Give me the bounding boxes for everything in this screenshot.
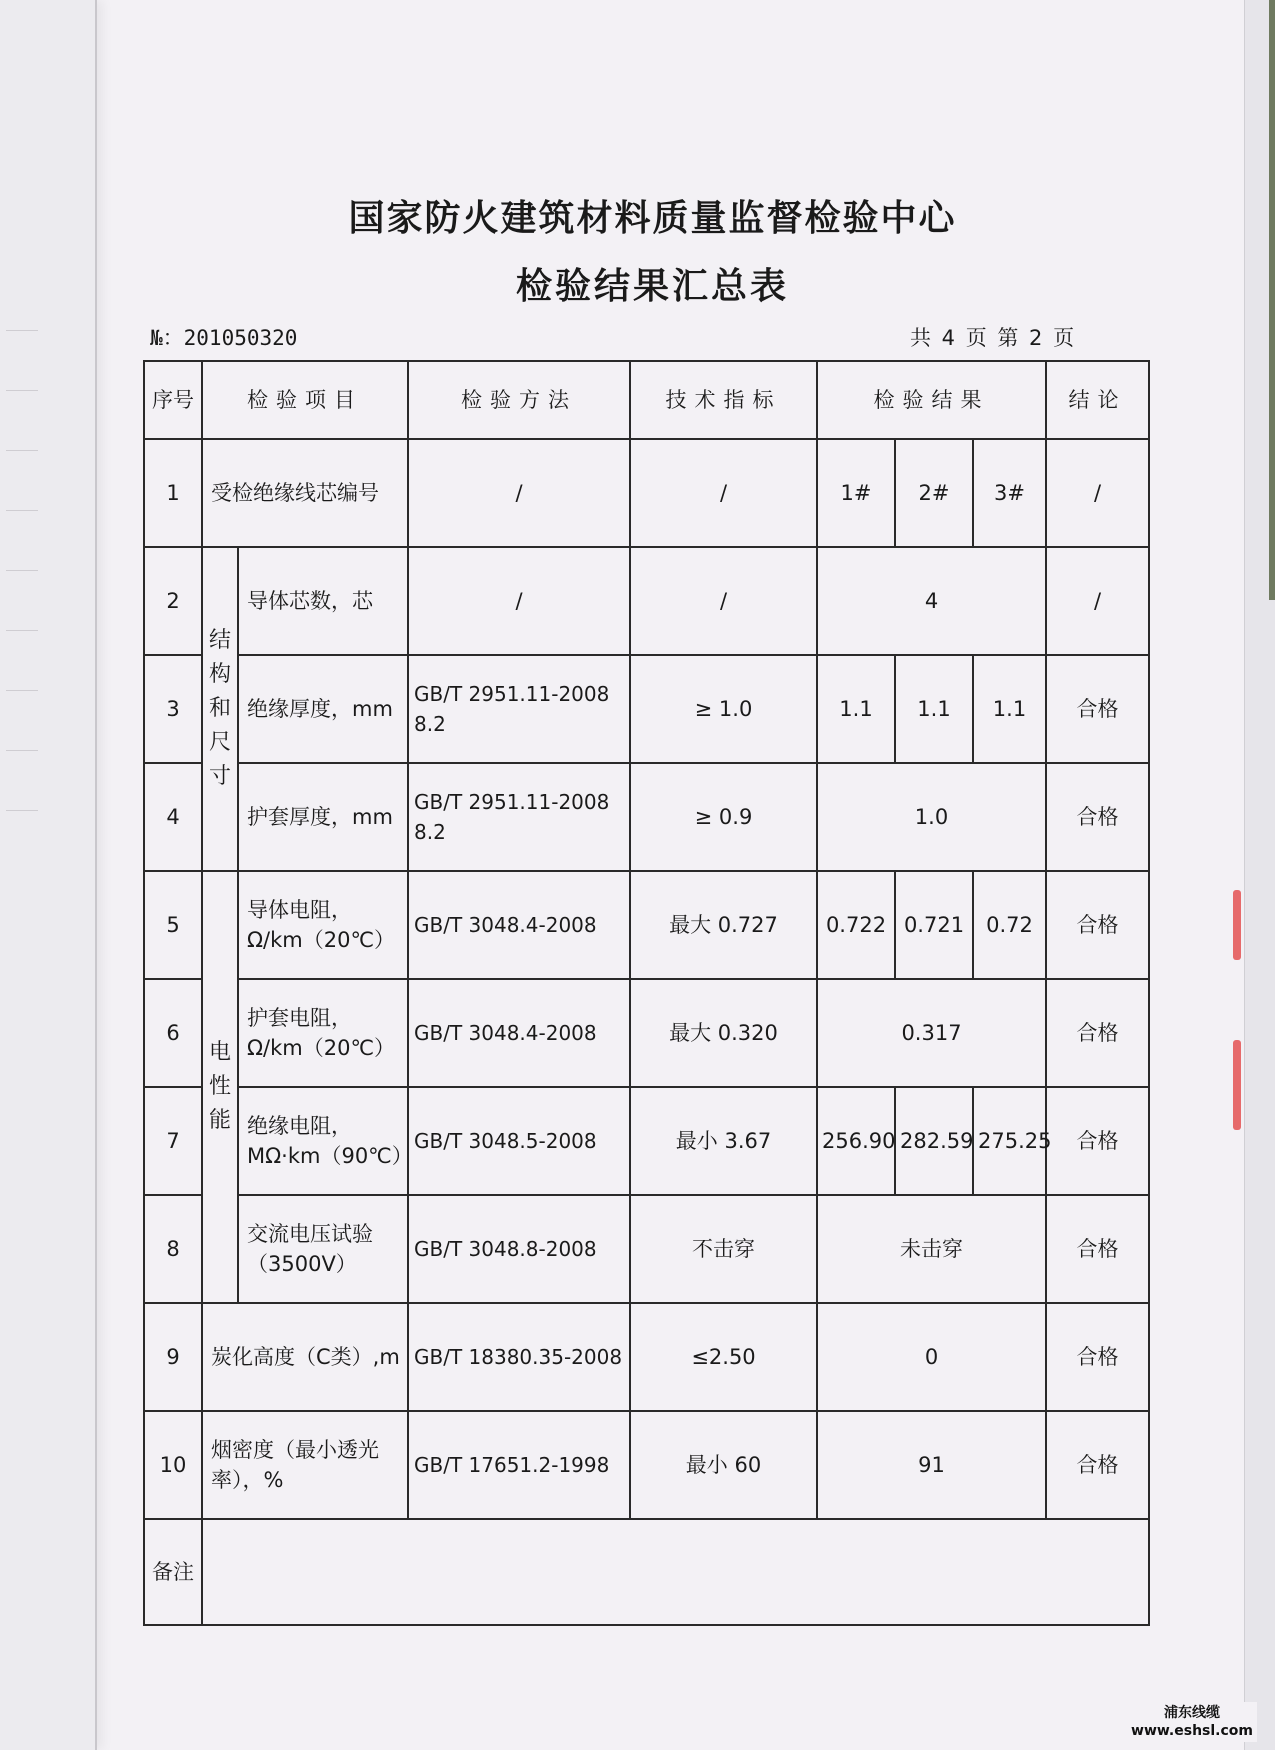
row-result: 1.1 — [973, 655, 1046, 763]
row-method: GB/T 18380.35-2008 — [408, 1303, 630, 1411]
row-method: GB/T 3048.8-2008 — [408, 1195, 630, 1303]
remarks-row — [144, 1519, 1149, 1625]
page-info: 共 4 页 第 2 页 — [910, 326, 1077, 350]
row-no: 9 — [144, 1303, 202, 1411]
row-no: 3 — [144, 655, 202, 763]
row-spec: 不击穿 — [630, 1195, 817, 1303]
row-conclusion: 合格 — [1046, 1411, 1149, 1519]
row-no: 2 — [144, 547, 202, 655]
table-header — [144, 361, 1149, 439]
row-spec: 最大 0.320 — [630, 979, 817, 1087]
watermark-url: www.eshsl.com — [1131, 1723, 1253, 1739]
row-spec: 最小 60 — [630, 1411, 817, 1519]
row-no: 10 — [144, 1411, 202, 1519]
row-spec: 最大 0.727 — [630, 871, 817, 979]
row-result: 91 — [817, 1411, 1046, 1519]
row-no: 1 — [144, 439, 202, 547]
row-spec: / — [630, 439, 817, 547]
header-result: 检验结果 — [817, 361, 1046, 439]
header-no: 序号 — [144, 361, 202, 439]
bleed-through-mark — [6, 450, 38, 489]
group-label: 电性能 — [208, 1040, 231, 1133]
page-title: 国家防火建筑材料质量监督检验中心 — [348, 198, 957, 239]
bleed-through-mark — [6, 750, 38, 789]
row-conclusion: 合格 — [1046, 763, 1149, 871]
watermark — [1127, 1702, 1257, 1742]
row-method: GB/T 17651.2-1998 — [408, 1411, 630, 1519]
row-method: / — [408, 547, 630, 655]
watermark-name: 浦东线缆 — [1164, 1705, 1220, 1721]
row-result: 0.72 — [973, 871, 1046, 979]
row-item: 绝缘电阻，MΩ·km（90℃） — [238, 1087, 408, 1195]
table-row — [144, 1087, 1149, 1195]
group-label: 结构和尺寸 — [208, 628, 231, 789]
row-conclusion: 合格 — [1046, 655, 1149, 763]
row-item: 受检绝缘线芯编号 — [202, 439, 408, 547]
row-item: 交流电压试验（3500V） — [238, 1195, 408, 1303]
row-result: 275.25 — [973, 1087, 1046, 1195]
group-electrical — [202, 871, 238, 1303]
group-structure — [202, 547, 238, 871]
row-method: / — [408, 439, 630, 547]
header-item: 检验项目 — [202, 361, 408, 439]
row-result: 0 — [817, 1303, 1046, 1411]
row-result: 3# — [973, 439, 1046, 547]
row-method: GB/T 2951.11-2008 8.2 — [408, 763, 630, 871]
bleed-through-mark — [6, 690, 38, 729]
row-spec: ≤2.50 — [630, 1303, 817, 1411]
row-result: 未击穿 — [817, 1195, 1046, 1303]
table-row — [144, 439, 1149, 547]
table-row — [144, 979, 1149, 1087]
header-spec: 技术指标 — [630, 361, 817, 439]
row-conclusion: 合格 — [1046, 1087, 1149, 1195]
row-conclusion: / — [1046, 439, 1149, 547]
table-row — [144, 1303, 1149, 1411]
bleed-through-mark — [6, 330, 38, 369]
bleed-through-mark — [6, 810, 38, 849]
bleed-through-mark — [6, 630, 38, 669]
row-method: GB/T 3048.4-2008 — [408, 979, 630, 1087]
bleed-through-mark — [6, 390, 38, 429]
row-no: 6 — [144, 979, 202, 1087]
row-item: 炭化高度（C类）,m — [202, 1303, 408, 1411]
row-item: 导体芯数，芯 — [238, 547, 408, 655]
stamp-edge-mark — [1233, 890, 1241, 960]
row-spec: / — [630, 547, 817, 655]
row-result: 0.317 — [817, 979, 1046, 1087]
row-method: GB/T 3048.4-2008 — [408, 871, 630, 979]
page-subtitle: 检验结果汇总表 — [515, 266, 789, 307]
row-result: 282.59 — [895, 1087, 973, 1195]
row-method: GB/T 3048.5-2008 — [408, 1087, 630, 1195]
table-row — [144, 547, 1149, 655]
row-method: GB/T 2951.11-2008 8.2 — [408, 655, 630, 763]
row-result: 2# — [895, 439, 973, 547]
row-item: 导体电阻，Ω/km（20℃） — [238, 871, 408, 979]
bleed-through-mark — [6, 510, 38, 549]
row-conclusion: 合格 — [1046, 1195, 1149, 1303]
row-conclusion: / — [1046, 547, 1149, 655]
row-conclusion: 合格 — [1046, 871, 1149, 979]
row-no: 7 — [144, 1087, 202, 1195]
results-table — [143, 360, 1150, 1626]
stamp-edge-mark — [1233, 1040, 1241, 1130]
table-row — [144, 871, 1149, 979]
row-result: 256.90 — [817, 1087, 895, 1195]
row-item: 烟密度（最小透光率），% — [202, 1411, 408, 1519]
row-conclusion: 合格 — [1046, 979, 1149, 1087]
remarks-content — [202, 1519, 1149, 1625]
row-item: 护套电阻，Ω/km（20℃） — [238, 979, 408, 1087]
document-number: №：201050320 — [150, 326, 298, 350]
row-spec: ≥ 1.0 — [630, 655, 817, 763]
table-row — [144, 655, 1149, 763]
row-result: 4 — [817, 547, 1046, 655]
row-result: 1.0 — [817, 763, 1046, 871]
table-row — [144, 1195, 1149, 1303]
row-spec: 最小 3.67 — [630, 1087, 817, 1195]
row-spec: ≥ 0.9 — [630, 763, 817, 871]
row-no: 5 — [144, 871, 202, 979]
row-item: 护套厚度，mm — [238, 763, 408, 871]
bleed-through-mark — [6, 570, 38, 609]
table-row — [144, 1411, 1149, 1519]
row-item: 绝缘厚度，mm — [238, 655, 408, 763]
row-result: 1.1 — [895, 655, 973, 763]
row-result: 0.722 — [817, 871, 895, 979]
row-result: 1.1 — [817, 655, 895, 763]
header-conclusion: 结论 — [1046, 361, 1149, 439]
table-row — [144, 763, 1149, 871]
header-method: 检验方法 — [408, 361, 630, 439]
row-no: 8 — [144, 1195, 202, 1303]
row-conclusion: 合格 — [1046, 1303, 1149, 1411]
row-no: 4 — [144, 763, 202, 871]
remarks-label: 备注 — [144, 1519, 202, 1625]
row-result: 1# — [817, 439, 895, 547]
row-result: 0.721 — [895, 871, 973, 979]
